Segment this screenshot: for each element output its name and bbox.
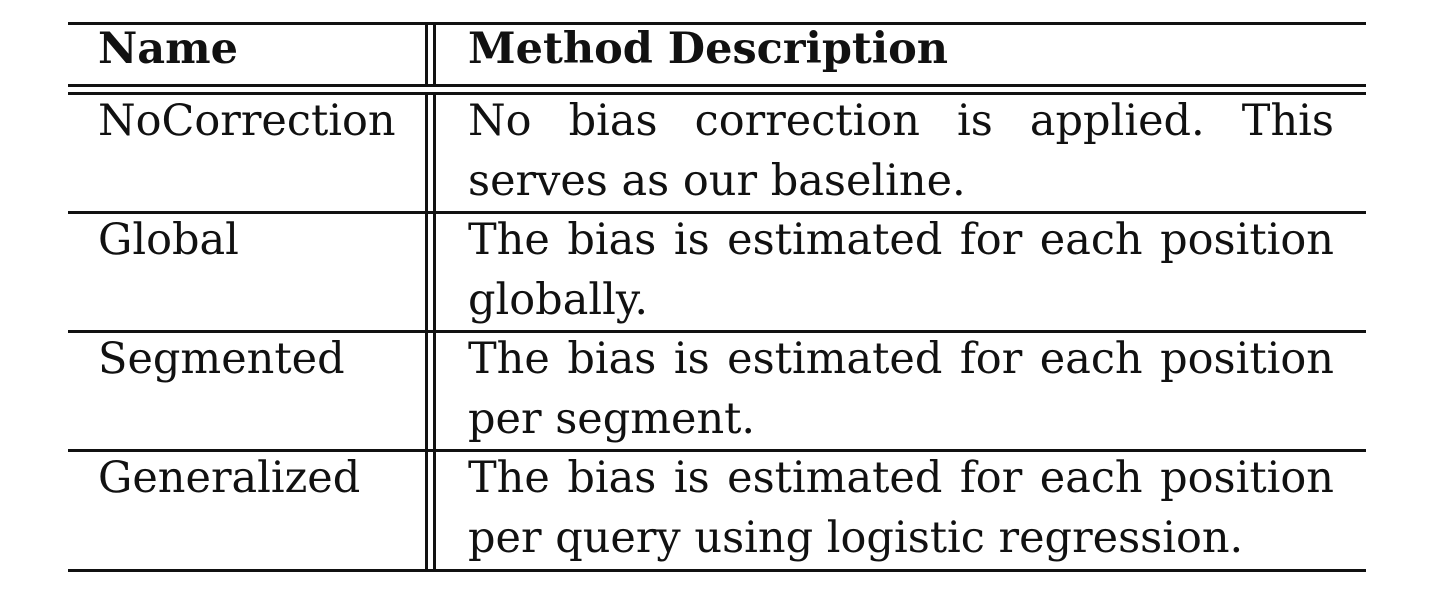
description-line: The bias is estimated for each position <box>468 215 1334 265</box>
row-name-global: Global <box>98 215 239 265</box>
header-double-rule-upper <box>68 84 1366 87</box>
description-line: per query using logistic regression. <box>468 513 1244 563</box>
methods-table <box>68 0 1366 591</box>
description-line: per segment. <box>468 394 756 444</box>
bottom-rule <box>68 569 1366 572</box>
column-double-rule-right <box>433 95 436 571</box>
description-line: serves as our baseline. <box>468 156 966 206</box>
row-name-nocorrection: NoCorrection <box>98 96 396 146</box>
row-description-nocorrection <box>468 91 1334 211</box>
row-description-global <box>468 210 1334 330</box>
row-name-segmented: Segmented <box>98 334 345 384</box>
header-method-description: Method Description <box>468 24 949 74</box>
row-description-segmented <box>468 329 1334 449</box>
row-name-generalized: Generalized <box>98 453 361 503</box>
column-double-rule-left <box>425 95 428 571</box>
column-double-rule-right <box>433 22 436 84</box>
row-description-generalized <box>468 448 1334 568</box>
description-line: The bias is estimated for each position <box>468 334 1334 384</box>
column-double-rule-left <box>425 22 428 84</box>
description-line: The bias is estimated for each position <box>468 453 1334 503</box>
description-line: No bias correction is applied. This <box>468 96 1334 146</box>
header-name: Name <box>98 24 239 74</box>
description-line: globally. <box>468 275 649 325</box>
